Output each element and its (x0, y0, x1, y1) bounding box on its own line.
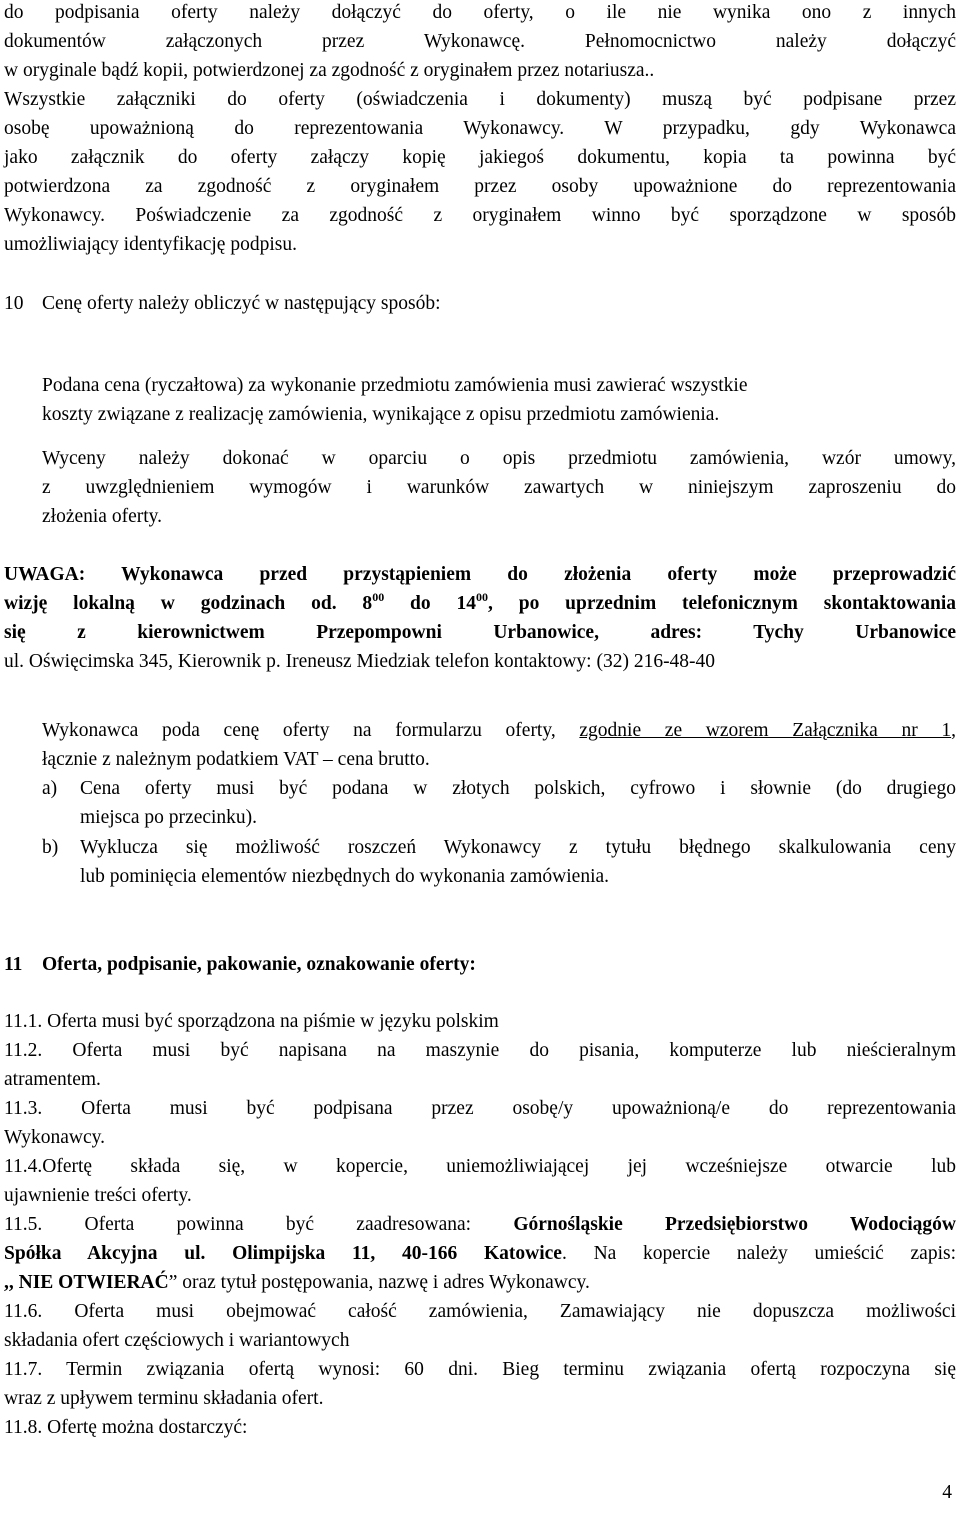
text-segment: ul. Oświęcimska 345, Kierownik p. (4, 651, 281, 672)
list-item (42, 833, 956, 891)
superscript: 00 (476, 590, 488, 604)
text-segment: Wykonawca poda cenę oferty na formularzu oferty, (42, 720, 580, 741)
text-segment: 11.5. Oferta powinna być zaadresowana: (4, 1214, 514, 1235)
offer-form-paragraph (42, 716, 956, 774)
text-line: jako załącznik do oferty załączy kopię jakiegoś dokumentu, kopia ta powinna być (4, 147, 956, 168)
subsection-11-2: 11.2. Oferta musi być napisana na maszynie do pisania, komputerze lub nieścieralnym (4, 1040, 956, 1061)
attachment-reference: zgodnie ze wzorem Załącznika nr 1 (579, 720, 952, 741)
section-title: Oferta, podpisanie, pakowanie, oznakowanie oferty: (42, 954, 476, 975)
text-line (4, 589, 956, 618)
subsection-11-1: 11.1. Oferta musi być sporządzona na piśmie w języku polskim (4, 1011, 499, 1032)
section-11-body (4, 1007, 956, 1442)
subsection-11-7: 11.7. Termin związania ofertą wynosi: 60 dni. Bieg terminu związania ofertą rozpoczyna się (4, 1359, 956, 1380)
text-segment: , po uprzednim telefonicznym skontaktowania (488, 593, 956, 614)
valuation-paragraph (42, 444, 956, 531)
text-line: dokumentów załączonych przez Wykonawcę. Pełnomocnictwo należy dołączyć (4, 31, 956, 52)
text-segment: Ireneusz Miedziak telefon kontaktowy: (32) 216-48-40 (280, 651, 716, 672)
do-not-open-label: ,, NIE OTWIERAĆ (4, 1272, 169, 1293)
text-segment: . Na kopercie należy umieścić zapis: (561, 1243, 956, 1264)
section-11-heading (4, 950, 944, 979)
text-line: się z kierownictwem Przepompowni Urbanowice, adres: Tychy Urbanowice (4, 622, 956, 643)
list-item (42, 774, 956, 832)
text-line: wraz z upływem terminu składania ofert. (4, 1388, 324, 1409)
addressee-name: Górnośląskie Przedsiębiorstwo Wodociągów (513, 1214, 956, 1235)
list-label: a) (42, 778, 58, 799)
text-segment: , (951, 720, 956, 741)
text-line: Wykonawcy. (4, 1127, 105, 1148)
addressee-address: Spółka Akcyjna ul. Olimpijska 11, 40-166 Katowice (4, 1243, 562, 1264)
list-label: b) (42, 837, 59, 858)
text-line: złożenia oferty. (42, 506, 162, 527)
text-line: Wyceny należy dokonać w oparciu o opis przedmiotu zamówienia, wzór umowy, (42, 448, 956, 469)
price-paragraph (42, 371, 956, 429)
text-segment: wizję lokalną w godzinach od. 8 (4, 593, 373, 614)
uwaga-notice (4, 560, 956, 676)
text-line: Podana cena (ryczałtowa) za wykonanie przedmiotu zamówienia musi zawierać wszystkie (42, 375, 748, 396)
top-paragraph (4, 0, 956, 259)
subsection-11-6: 11.6. Oferta musi obejmować całość zamówienia, Zamawiający nie dopuszcza możliwości (4, 1301, 956, 1322)
text-line: Wyklucza się możliwość roszczeń Wykonawcy z tytułu błędnego skalkulowania ceny (80, 837, 956, 858)
text-line: koszty związane z realizację zamówienia, wynikające z opisu przedmiotu zamówienia. (42, 404, 720, 425)
text-line: atramentem. (4, 1069, 101, 1090)
subsection-11-8: 11.8. Ofertę można dostarczyć: (4, 1417, 248, 1438)
text-line (4, 1268, 956, 1297)
text-segment: do 14 (384, 593, 476, 614)
section-10-heading (4, 289, 944, 318)
text-segment: ” oraz tytuł postępowania, nazwę i adres Wykonawcy. (168, 1272, 590, 1293)
text-line: osobę upoważnioną do reprezentowania Wykonawcy. W przypadku, gdy Wykonawca (4, 118, 956, 139)
text-line: składania ofert częściowych i wariantowych (4, 1330, 350, 1351)
section-title: Cenę oferty należy obliczyć w następujący sposób: (42, 293, 441, 314)
superscript: 00 (372, 590, 385, 604)
text-line: ujawnienie treści oferty. (4, 1185, 192, 1206)
text-line (42, 716, 956, 745)
subsection-11-4: 11.4.Ofertę składa się, w kopercie, uniemożliwiającej jej wcześniejsze otwarcie lub (4, 1156, 956, 1177)
text-line: łącznie z należnym podatkiem VAT – cena brutto. (42, 749, 430, 770)
text-line: do podpisania oferty należy dołączyć do oferty, o ile nie wynika ono z innych (4, 2, 956, 23)
text-line: miejsca po przecinku). (80, 807, 258, 828)
text-line: w oryginale bądź kopii, potwierdzonej za zgodność z oryginałem przez notariusza.. (4, 60, 655, 81)
section-number: 11 (4, 954, 23, 975)
text-line: UWAGA: Wykonawca przed przystąpieniem do złożenia oferty może przeprowadzić (4, 564, 956, 585)
page-number: 4 (942, 1482, 952, 1503)
text-line: lub pominięcia elementów niezbędnych do wykonania zamówienia. (80, 866, 610, 887)
text-line: Wszystkie załączniki do oferty (oświadczenia i dokumenty) muszą być podpisane przez (4, 89, 956, 110)
subsection-11-3: 11.3. Oferta musi być podpisana przez osobę/y upoważnioną/e do reprezentowania (4, 1098, 956, 1119)
text-line: z uwzględnieniem wymogów i warunków zawartych w niniejszym zaproszeniu do (42, 477, 956, 498)
text-line (4, 647, 956, 676)
subsection-11-5 (4, 1210, 956, 1239)
text-line: Wykonawcy. Poświadczenie za zgodność z oryginałem winno być sporządzone w sposób (4, 205, 956, 226)
text-line (4, 1239, 956, 1268)
text-line: umożliwiający identyfikację podpisu. (4, 234, 297, 255)
text-line: Cena oferty musi być podana w złotych polskich, cyfrowo i słownie (do drugiego (80, 778, 956, 799)
text-line: potwierdzona za zgodność z oryginałem przez osoby upoważnione do reprezentowania (4, 176, 956, 197)
section-number: 10 (4, 293, 24, 314)
